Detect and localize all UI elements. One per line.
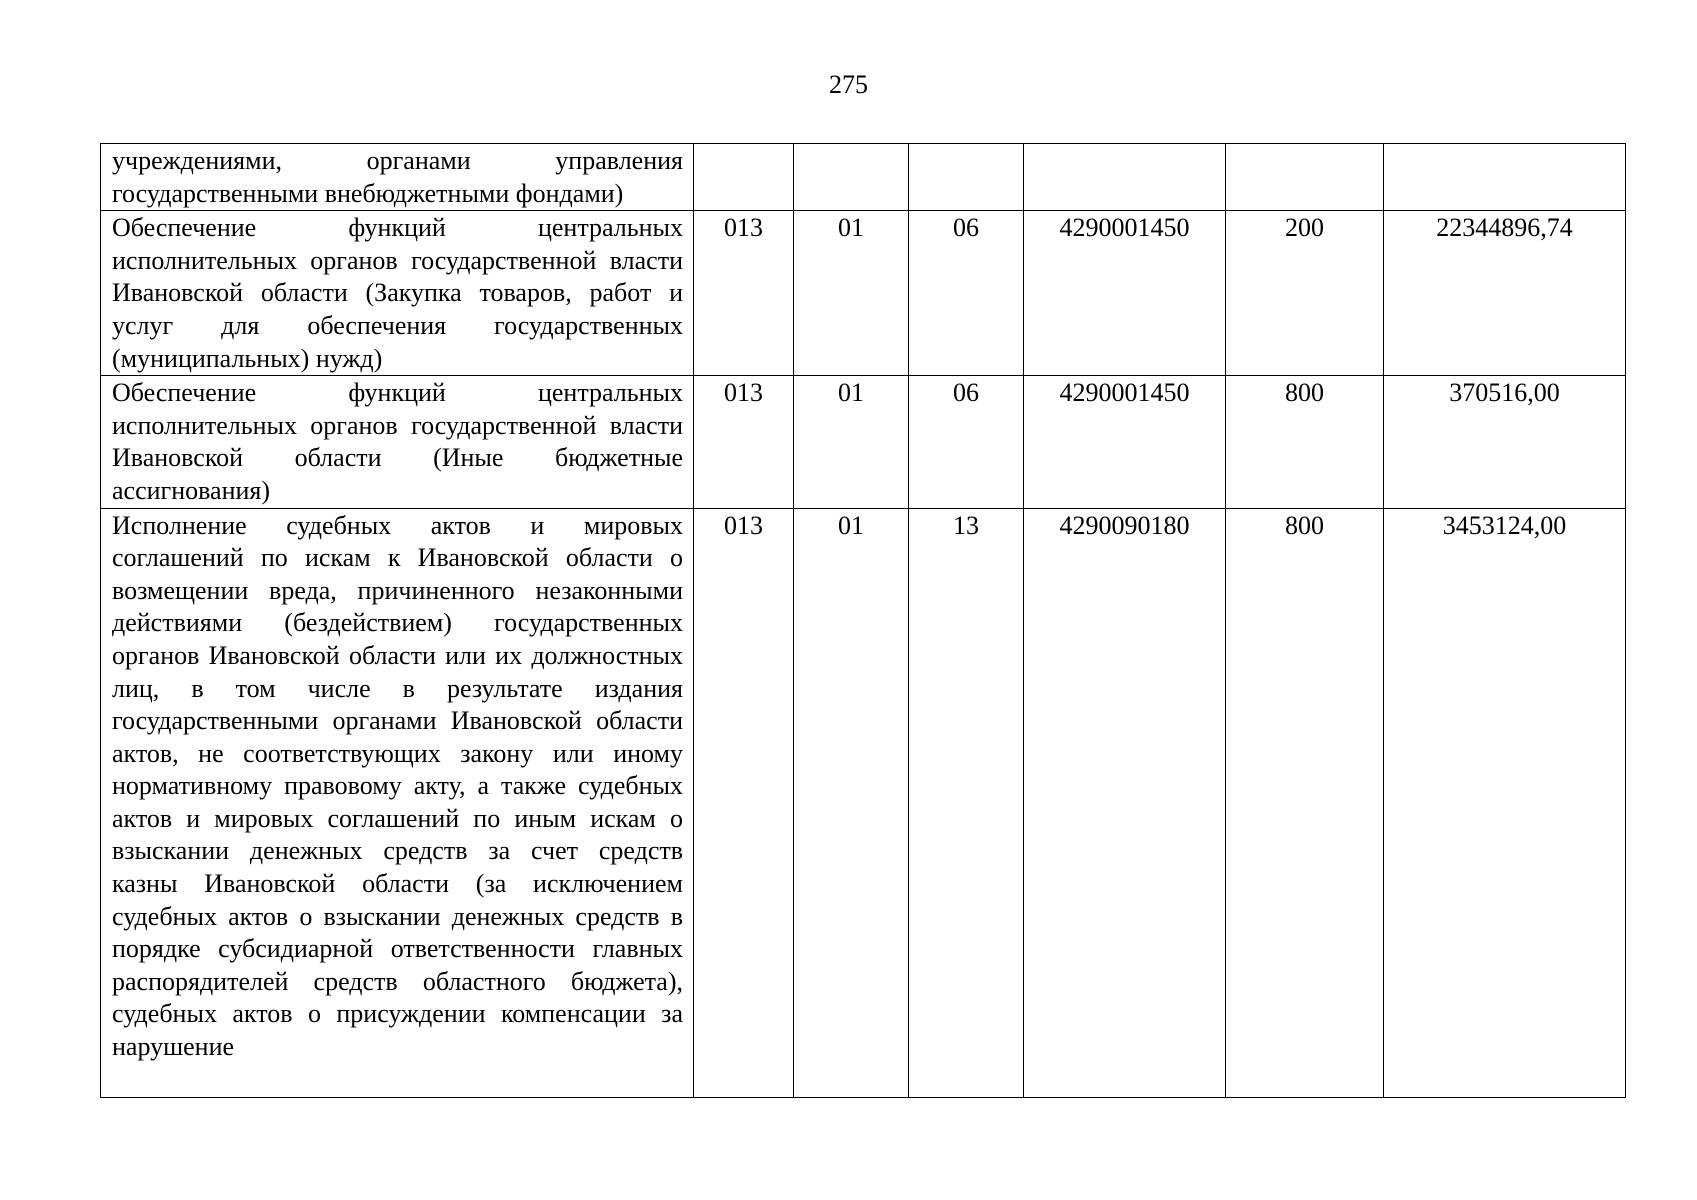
target-article-cell: 4290090180 (1024, 508, 1226, 1097)
row-description-cell (101, 508, 694, 1097)
expense-type-cell: 200 (1226, 211, 1384, 376)
target-article-cell: 4290001450 (1024, 211, 1226, 376)
row-description-cell (101, 144, 694, 211)
section-code-cell (794, 144, 909, 211)
target-article-cell (1024, 144, 1226, 211)
subsection-code-cell: 06 (909, 211, 1024, 376)
amount-cell: 370516,00 (1384, 376, 1626, 508)
subsection-code-cell: 06 (909, 376, 1024, 508)
ministry-code-cell: 013 (694, 508, 794, 1097)
page-number: 275 (829, 70, 868, 99)
section-code-cell: 01 (794, 376, 909, 508)
ministry-code-cell: 013 (694, 376, 794, 508)
row-description: учреждениями, органами управления государственными внебюджетными фондами) (112, 146, 683, 208)
table-row (101, 508, 1626, 1097)
table-row (101, 376, 1626, 508)
section-code-cell: 01 (794, 508, 909, 1097)
ministry-code-cell: 013 (694, 211, 794, 376)
row-description: Обеспечение функций центральных исполнительных органов государственной власти Ивановской области (Закупка товаров, работ и услуг для обеспечения государственных (муниципальных) нужд) (112, 213, 683, 373)
row-description-cell (101, 376, 694, 508)
table-row (101, 211, 1626, 376)
row-description-cell (101, 211, 694, 376)
subsection-code-cell: 13 (909, 508, 1024, 1097)
row-description: Исполнение судебных актов и мировых соглашений по искам к Ивановской области о возмещении вреда, причиненного незаконными действиями (бездействием) государственных органов Ивановской области или их должностных лиц, в том числе в результате издания государственными органами Ивановской области актов, не соответствующих закону или иному нормативному правовому акту, а также судебных актов и мировых соглашений по иным искам о взыскании денежных средств за счет средств казны Ивановской области (за исключением судебных актов о взыскании денежных средств в порядке субсидиарной ответственности главных распорядителей средств областного бюджета), судебных актов о присуждении компенсации за нарушение (112, 510, 683, 1062)
row-description: Обеспечение функций центральных исполнительных органов государственной власти Ивановской области (Иные бюджетные ассигнования) (112, 378, 683, 505)
expense-type-cell (1226, 144, 1384, 211)
amount-cell (1384, 144, 1626, 211)
amount-cell: 3453124,00 (1384, 508, 1626, 1097)
expense-type-cell: 800 (1226, 508, 1384, 1097)
subsection-code-cell (909, 144, 1024, 211)
amount-cell: 22344896,74 (1384, 211, 1626, 376)
budget-table (100, 143, 1626, 1098)
section-code-cell: 01 (794, 211, 909, 376)
expense-type-cell: 800 (1226, 376, 1384, 508)
table-row (101, 144, 1626, 211)
ministry-code-cell (694, 144, 794, 211)
target-article-cell: 4290001450 (1024, 376, 1226, 508)
